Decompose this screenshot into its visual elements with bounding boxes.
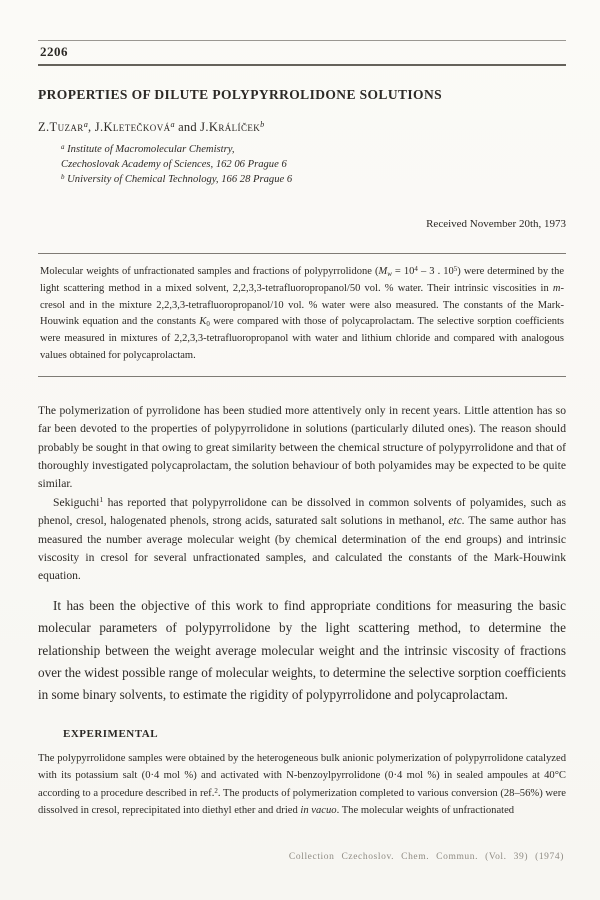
- authors-line: Z.Tuzar$^a$, J.Kletečková$^a$ and J.Králíček$^b$: [38, 120, 265, 134]
- page-number: 2206: [40, 44, 68, 59]
- experimental-paragraph: The polypyrrolidone samples were obtained by the heterogeneous bulk anionic polymerization of polypyrrolidone catalyzed with its potassium salt (0·4 mol %) and activated with N-benzoylpyrrolidone (0·4 mol %) in sealed ampoules at 40°C according to a procedure described in ref.$^2$. The products of polymerization completed to various conversion (28–56%) were dissolved in cresol, reprecipitated into diethyl ether and dried in vacuo. The molecular weights of unfractionated: [38, 752, 566, 817]
- abstract-rule-bottom: [38, 376, 566, 377]
- abstract-section: [38, 253, 566, 377]
- journal-footer: Collection Czechoslov. Chem. Commun. (Vol. 39) (1974): [288, 852, 564, 862]
- sekiguchi-paragraph: Sekiguchi$^1$ has reported that polypyrrolidone can be dissolved in common solvents of polyamides, such as phenol, cresol, halogenated phenols, strong acids, saturated salt solutions in methanol, etc. The same author has measured the number average molecular weight (by chemical determination of the end groups) and intrinsic viscosity in cresol for several unfractionated samples, and calculated the constants of the Mark-Houwink equation.: [38, 495, 566, 583]
- received-date: Received November 20th, 1973: [426, 218, 566, 230]
- page-header: [38, 40, 566, 66]
- objective-paragraph: It has been the objective of this work to find appropriate conditions for measuring the basic molecular parameters of polypyrrolidone by the light scattering method, to determine the relationship between the weight average molecular weight and the intrinsic viscosity of fractions over the widest possible range of molecular weights, to determine the selective sorption coefficients in some binary solvents, to estimate the rigidity of polypyrrolidone and polycaprolactam.: [38, 597, 566, 703]
- affiliation-line: Czechoslovak Academy of Sciences, 162 06 Prague 6: [61, 159, 287, 170]
- header-rule-bottom: [38, 64, 566, 66]
- experimental-heading: EXPERIMENTAL: [63, 727, 159, 740]
- affiliation-line: $^b$ University of Chemical Technology, 166 28 Prague 6: [61, 172, 293, 185]
- intro-paragraph: The polymerization of pyrrolidone has been studied more attentively only in recent years. Little attention has so far been devoted to the properties of polypyrrolidone in solutions (particularly diluted ones). The reason should probably be sought in that owing to great similarity between the chemical structure of polypyrrolidone and that of thoroughly investigated polycaprolactam, the solution behaviour of both polyamides may be expected to be quite similar.: [38, 403, 566, 491]
- abstract-text: Molecular weights of unfractionated samples and fractions of polypyrrolidone ($Mw = 10^4 - 3$ . $10^5$) were determined by the light scattering method in a mixed solvent, 2,2,3,3-tetrafluoropropanol/50 vol. % water. Their intrinsic viscosities in m-cresol and in the mixture 2,2,3,3-tetrafluoropropanol/10 vol. % water were also measured. The constants of the Mark-Houwink equation and the constants K0 were compared with those of polycaprolactam. The selective sorption coefficients were measured in mixtures of 2,2,3,3-tetrafluoropropanol with water and lithium chloride and compared with analogous values obtained for polycaprolactam.: [40, 265, 565, 361]
- abstract-rule-top: [38, 253, 566, 254]
- article-title: PROPERTIES OF DILUTE POLYPYRROLIDONE SOLUTIONS: [38, 87, 443, 102]
- header-rule-top: [38, 40, 566, 41]
- author-affiliations: [61, 142, 566, 187]
- affiliation-line: $^a$ Institute of Macromolecular Chemistry,: [61, 142, 235, 155]
